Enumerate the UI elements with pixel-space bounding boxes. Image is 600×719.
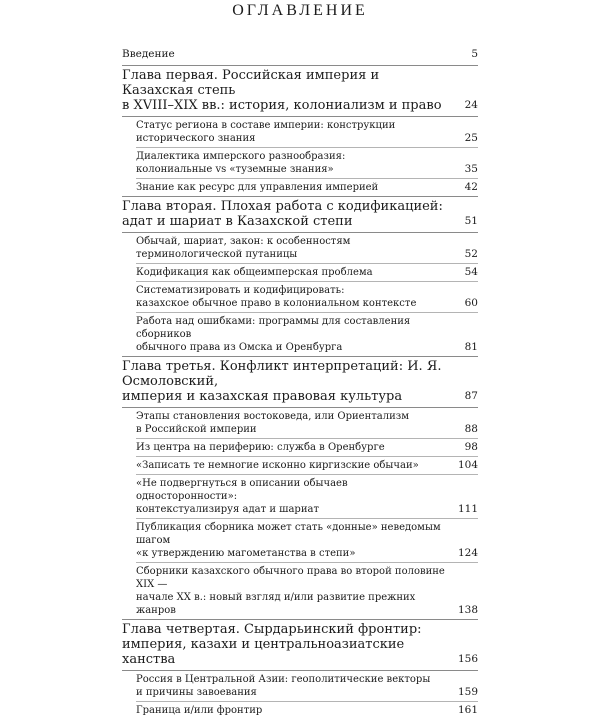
toc-entry-line: Диалектика имперского разнообразия: <box>136 151 346 162</box>
toc-entry-line: Публикация сборника может стать «донные» неведомым шагом <box>136 522 441 546</box>
toc-entry-line: исторического знания <box>136 133 256 144</box>
toc-section[interactable] <box>122 179 478 196</box>
toc-intro[interactable] <box>122 45 478 65</box>
toc-entry-line: обычного права из Омска и Оренбурга <box>136 342 343 353</box>
toc-entry-line: терминологической путаницы <box>136 249 298 260</box>
toc-entry-line: «к утверждению магометанства в степи» <box>136 548 356 559</box>
toc-entry-line: начале XX в.: новый взгляд и/или развитие прежних жанров <box>136 592 416 616</box>
toc-entry-line: Знание как ресурс для управления империей <box>136 182 379 193</box>
toc-entry-line: контекстуализируя адат и шариат <box>136 504 319 515</box>
toc-entry-line: империя, казахи и центральноазиатские ханства <box>122 637 405 667</box>
toc-section[interactable] <box>122 408 478 438</box>
toc-section[interactable] <box>122 233 478 263</box>
toc-entry-line: Статус региона в составе империи: конструкции <box>136 120 396 131</box>
toc-entry-line: и причины завоевания <box>136 687 257 698</box>
toc-page-number: 161 <box>457 704 478 716</box>
toc-page-number: 25 <box>464 132 478 144</box>
toc-section[interactable] <box>122 439 478 456</box>
toc-page-number: 104 <box>457 459 478 471</box>
toc-section[interactable] <box>122 264 478 281</box>
toc-section[interactable] <box>122 702 478 719</box>
toc-section[interactable] <box>122 117 478 147</box>
toc-page-number: 51 <box>464 215 478 227</box>
toc-page-number: 81 <box>464 341 478 353</box>
toc-section[interactable] <box>122 457 478 474</box>
toc-entry-line: Обычай, шариат, закон: к особенностям <box>136 236 351 247</box>
toc-entry-line: Глава третья. Конфликт интерпретаций: И. Я. Осмоловский, <box>122 359 442 389</box>
toc-section[interactable] <box>122 313 478 356</box>
toc-page-number: 88 <box>464 423 478 435</box>
toc-entry-title <box>136 181 478 194</box>
toc-entry-title <box>136 284 478 310</box>
toc-entry-title <box>122 359 478 404</box>
toc-entry-title <box>136 477 478 516</box>
toc-entry-line: колониальные vs «туземные знания» <box>136 164 334 175</box>
toc-entry-line: в XVIII–XIX вв.: история, колониализм и право <box>122 98 442 113</box>
toc-page-number: 159 <box>457 686 478 698</box>
toc-entry-line: Этапы становления востоковеда, или Ориентализм <box>136 411 409 422</box>
toc-section[interactable] <box>122 519 478 562</box>
toc-page-number: 156 <box>457 653 478 665</box>
toc-page-number: 42 <box>464 181 478 193</box>
toc-entry-title <box>136 521 478 560</box>
toc-entry-line: Работа над ошибками: программы для составления сборников <box>136 316 411 340</box>
toc-entry-title <box>136 266 478 279</box>
toc-entry-line: Глава четвертая. Сырдарьинский фронтир: <box>122 622 422 637</box>
toc-page-number: 111 <box>457 503 478 515</box>
toc-section[interactable] <box>122 475 478 518</box>
toc-entry-title <box>136 235 478 261</box>
toc-page-number: 5 <box>471 48 478 60</box>
toc-entry-title <box>122 47 478 62</box>
toc-entry-title <box>136 704 478 717</box>
toc-entry-line: Введение <box>122 48 175 60</box>
toc-entry-title <box>136 150 478 176</box>
toc-entry-title <box>136 565 478 617</box>
toc-page-number: 54 <box>464 266 478 278</box>
toc-entry-line: Сборники казахского обычного права во второй половине XIX — <box>136 566 445 590</box>
toc-entry-title <box>136 441 478 454</box>
toc-page-number: 98 <box>464 441 478 453</box>
toc-page-number: 52 <box>464 248 478 260</box>
toc-entry-title <box>136 315 478 354</box>
toc-entry-title <box>136 119 478 145</box>
toc-entry-line: «Не подвергнуться в описании обычаев односторонности»: <box>136 478 348 502</box>
toc-entry-line: Глава вторая. Плохая работа с кодификацией: <box>122 199 443 214</box>
toc-entry-line: Кодификация как общеимперская проблема <box>136 267 373 278</box>
toc-page-number: 60 <box>464 297 478 309</box>
toc-entry-title <box>122 68 478 113</box>
toc-chapter[interactable] <box>122 357 478 407</box>
toc-entry-line: Систематизировать и кодифицировать: <box>136 285 345 296</box>
toc-entry-line: Россия в Центральной Азии: геополитические векторы <box>136 674 431 685</box>
toc-entry-line: «Записать те немногие исконно киргизские обычаи» <box>136 460 419 471</box>
toc-page-number: 35 <box>464 163 478 175</box>
toc-chapter[interactable] <box>122 620 478 670</box>
toc-entry-title <box>136 673 478 699</box>
toc-entry-line: адат и шариат в Казахской степи <box>122 214 353 229</box>
toc-entry-title <box>122 199 478 229</box>
toc-page-number: 24 <box>464 99 478 111</box>
toc-entry-line: в Российской империи <box>136 424 257 435</box>
toc-entry-line: империя и казахская правовая культура <box>122 389 403 404</box>
toc-section[interactable] <box>122 563 478 619</box>
toc-page-number: 87 <box>464 390 478 402</box>
toc-entry-line: Глава первая. Российская империя и Казахская степь <box>122 68 380 98</box>
toc-entry-line: казахское обычное право в колониальном контексте <box>136 298 417 309</box>
toc-section[interactable] <box>122 282 478 312</box>
toc-section[interactable] <box>122 671 478 701</box>
page-title: ОГЛАВЛЕНИЕ <box>232 2 368 19</box>
toc-chapter[interactable] <box>122 197 478 232</box>
toc-entry-line: Из центра на периферию: служба в Оренбурге <box>136 442 385 453</box>
toc-section[interactable] <box>122 148 478 178</box>
toc-entry-title <box>136 459 478 472</box>
toc-page-number: 138 <box>457 604 478 616</box>
table-of-contents <box>122 45 478 719</box>
toc-chapter[interactable] <box>122 66 478 116</box>
toc-entry-title <box>136 410 478 436</box>
toc-page-number: 124 <box>457 547 478 559</box>
toc-entry-title <box>122 622 478 667</box>
toc-entry-line: Граница и/или фронтир <box>136 705 263 716</box>
